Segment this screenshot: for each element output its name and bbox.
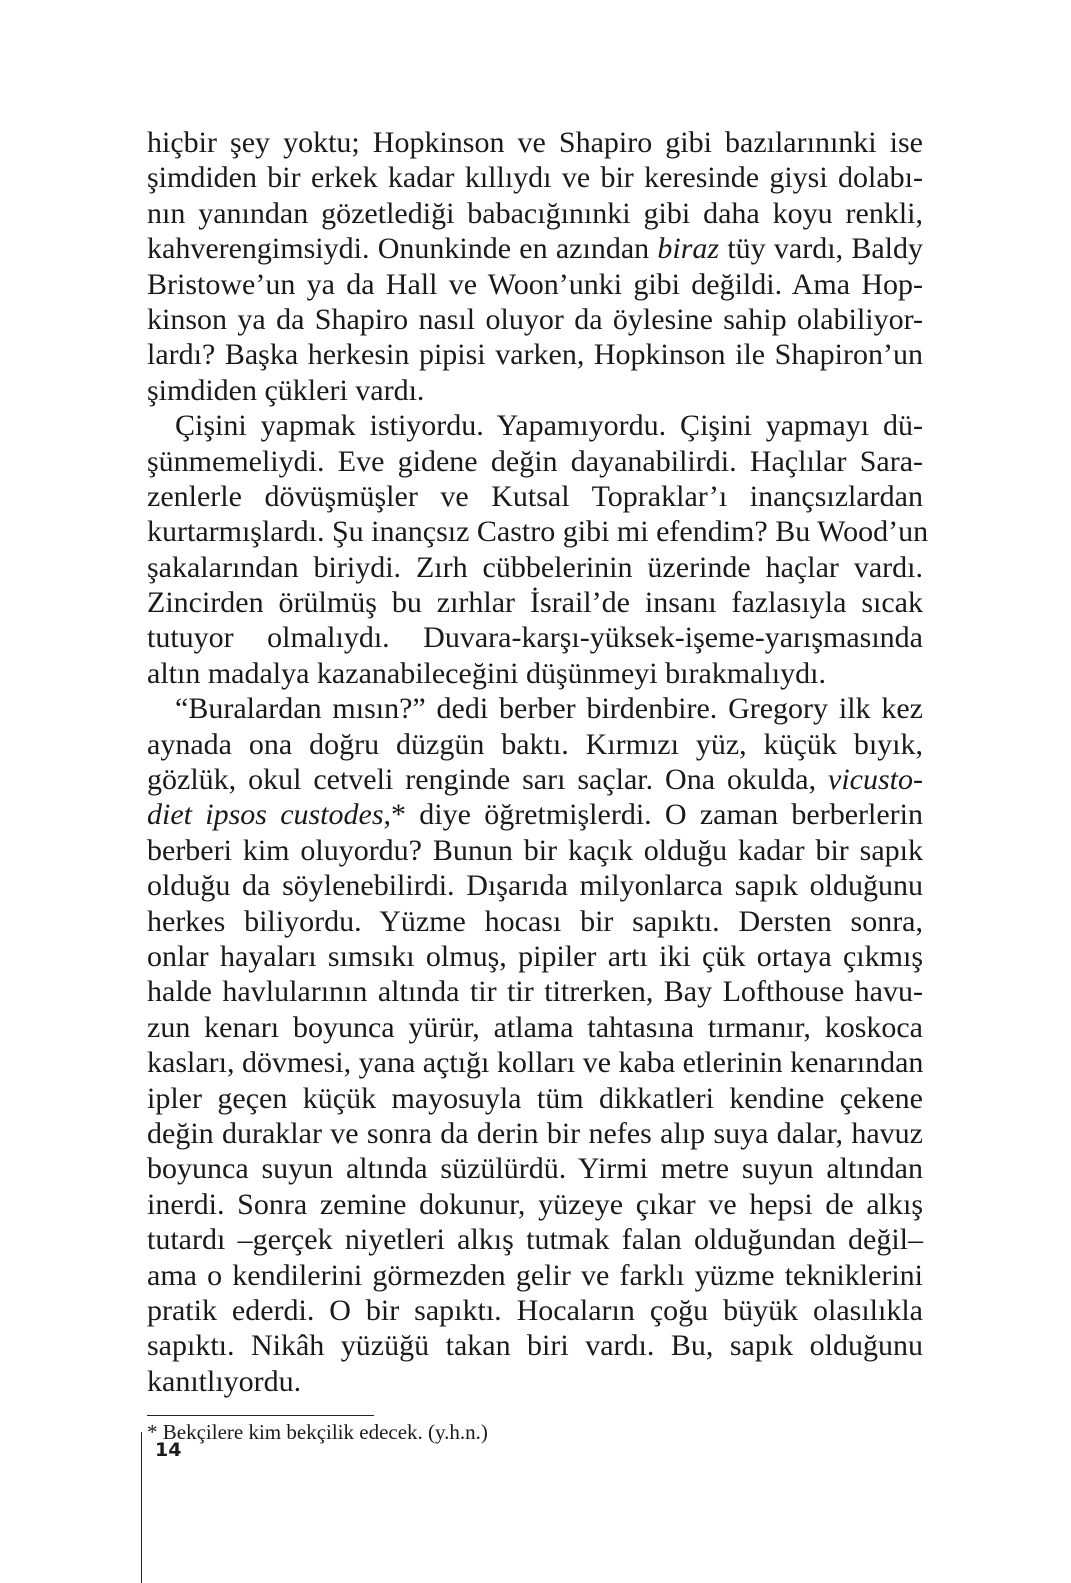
text-line: aynada ona doğru düzgün baktı. Kırmızı yüz, küçük bıyık, [147,727,923,761]
text-run: gözlük, okul cetveli renginde sarı saçlar. Ona okulda, [147,763,829,797]
body-text [147,125,929,1399]
text-run: ,* diye öğretmişlerdi. O zaman berberlerin [383,798,923,832]
text-line: sapıktı. Nikâh yüzüğü takan biri vardı. Bu, sapık olduğunu [147,1329,923,1363]
text-line: kasları, dövmesi, yana açtığı kolları ve kaba etlerinin kenarından [147,1046,924,1080]
text-line: şimdiden çükleri vardı. [147,373,425,407]
text-line: Zincirden örülmüş bu zırhlar İsrail’de insanı fazlasıyla sıcak [147,586,923,620]
text-line: berberi kim oluyordu? Bunun bir kaçık olduğu kadar bir sapık [147,833,923,867]
text-line [147,762,923,797]
paragraph-first-line: “Buralardan mısın?” dedi berber birdenbire. Gregory ilk kez [175,692,923,726]
text-line: hiçbir şey yoktu; Hopkinson ve Shapiro gibi bazılarınınki ise [147,126,923,159]
text-line [147,797,923,832]
text-line: zenlerle dövüşmüşler ve Kutsal Topraklar’ı inançsızlardan [147,479,923,513]
text-line: herkes biliyordu. Yüzme hocası bir sapıktı. Dersten sonra, [147,904,923,938]
footnote-rule [147,1415,374,1416]
text-line: ipler geçen küçük mayosuyla tüm dikkatleri kendine çekene [147,1081,923,1115]
text-line: lardı? Başka herkesin pipisi varken, Hopkinson ile Shapiron’un [147,338,923,372]
text-run: kahverengimsiydi. Onunkinde en azından [147,232,658,266]
text-line [147,231,923,266]
italic-phrase: diet ipsos custodes [147,798,384,832]
paragraph-first-line: Çişini yapmak istiyordu. Yapamıyordu. Çişini yapmayı dü- [175,409,923,443]
text-line: kinson ya da Shapiro nasıl oluyor da öylesine sahip olabiliyor- [147,302,923,336]
text-line: şimdiden bir erkek kadar kıllıydı ve bir keresinde giysi dolabı- [147,161,923,195]
text-line: zun kenarı boyunca yürür, atlama tahtasına tırmanır, koskoca [147,1010,923,1044]
text-line: altın madalya kazanabileceğini düşünmeyi bırakmalıydı. [147,656,826,690]
text-line: tutardı –gerçek niyetleri alkış tutmak falan olduğundan değil– [147,1223,923,1257]
text-line: onlar hayaları sımsıkı olmuş, pipiler artı iki çük ortaya çıkmış [147,939,923,973]
text-run: tüy vardı, Baldy [719,232,923,266]
text-line: nın yanından gözetlediği babacığınınki gibi daha koyu renkli, [147,196,923,230]
text-line: inerdi. Sonra zemine dokunur, yüzeye çıkar ve hepsi de alkış [147,1187,923,1221]
text-line: halde havlularının altında tir tir titrerken, Bay Lofthouse havu- [147,975,923,1009]
text-line: değin duraklar ve sonra da derin bir nefes alıp suya dalar, havuz [147,1116,923,1150]
text-line: tutuyor olmalıydı. Duvara-karşı-yüksek-işeme-yarışmasında [147,621,923,655]
italic-phrase: vicusto- [828,763,923,797]
page-number-rule [141,1432,142,1583]
text-line: şünmemeliydi. Eve gidene değin dayanabilirdi. Haçlılar Sara- [147,444,923,478]
footnote: * Bekçilere kim bekçilik edecek. (y.h.n.) [147,1420,488,1444]
text-line: kurtarmışlardı. Şu inançsız Castro gibi mi efendim? Bu Wood’un [147,515,929,549]
text-line: pratik ederdi. O bir sapıktı. Hocaların çoğu büyük olasılıkla [147,1293,923,1327]
text-line: kanıtlıyordu. [147,1364,302,1398]
text-line: Bristowe’un ya da Hall ve Woon’unki gibi değildi. Ama Hop- [147,267,923,301]
italic-word: biraz [657,232,720,266]
page-number: 14 [155,1439,182,1461]
text-line: olduğu da söylenebilirdi. Dışarıda milyonlarca sapık olduğunu [147,869,923,903]
text-line: ama o kendilerini görmezden gelir ve farklı yüzme tekniklerini [147,1258,923,1292]
text-line: boyunca suyun altında süzülürdü. Yirmi metre suyun altından [147,1152,923,1186]
text-line: şakalarından biriydi. Zırh cübbelerinin üzerinde haçlar vardı. [147,550,923,584]
